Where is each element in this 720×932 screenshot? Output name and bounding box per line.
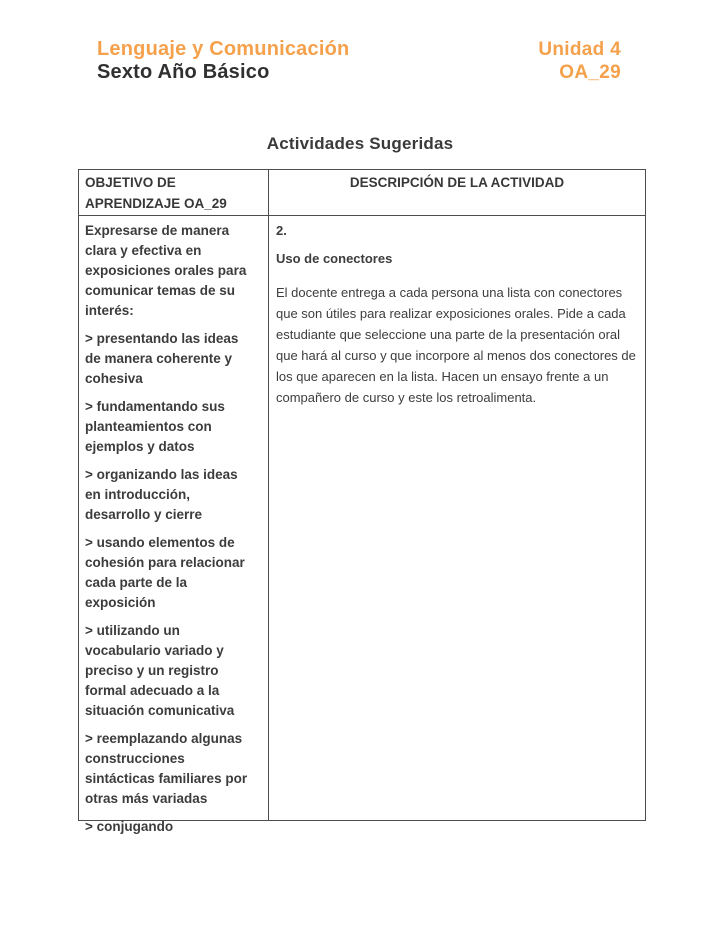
header-right-block [538, 38, 621, 84]
table-body-row [79, 216, 646, 821]
objective-item: > presentando las ideas de manera coherente y cohesiva [85, 331, 239, 386]
objective-item: > fundamentando sus planteamientos con ejemplos y datos [85, 399, 225, 454]
objective-cell-content [79, 216, 268, 834]
objective-item: > usando elementos de cohesión para relacionar cada parte de la exposición [85, 535, 245, 610]
objective-item: > utilizando un vocabulario variado y preciso y un registro formal adecuado a la situación comunicativa [85, 623, 235, 718]
activity-cell-content [269, 216, 645, 819]
objective-item: > conjugando [85, 819, 174, 834]
document-header [97, 38, 621, 84]
objective-column-header: OBJETIVO DE APRENDIZAJE OA_29 [79, 170, 269, 216]
subject-title: Lenguaje y Comunicación [97, 38, 350, 60]
objective-item: > reemplazando algunas construcciones sintácticas familiares por otras más variadas [85, 731, 248, 806]
grade-subtitle: Sexto Año Básico [97, 61, 270, 83]
activity-subtitle: Uso de conectores [276, 251, 393, 266]
activity-column-header: DESCRIPCIÓN DE LA ACTIVIDAD [269, 170, 646, 216]
activity-description: El docente entrega a cada persona una lista con conectores que son útiles para realizar exposiciones orales. Pide a cada estudiante que seleccione una parte de la presentación oral que hará al curso y que incorpore al menos dos conectores de los que aparecen en la lista. Hacen un ensayo frente a un compañero de curso y este los retroalimenta. [276, 285, 636, 405]
activity-cell [269, 216, 646, 821]
table-header-row [79, 170, 646, 216]
page-title: Actividades Sugeridas [266, 134, 454, 153]
header-left-block [97, 38, 349, 84]
activities-table [78, 169, 646, 834]
unit-label: Unidad 4 [538, 39, 621, 60]
activity-number: 2. [276, 223, 287, 238]
oa-code-label: OA_29 [559, 62, 621, 83]
objective-item: > organizando las ideas en introducción, desarrollo y cierre [85, 467, 238, 522]
objective-cell [79, 216, 269, 834]
objective-intro: Expresarse de manera clara y efectiva en exposiciones orales para comunicar temas de su interés: [85, 223, 247, 318]
